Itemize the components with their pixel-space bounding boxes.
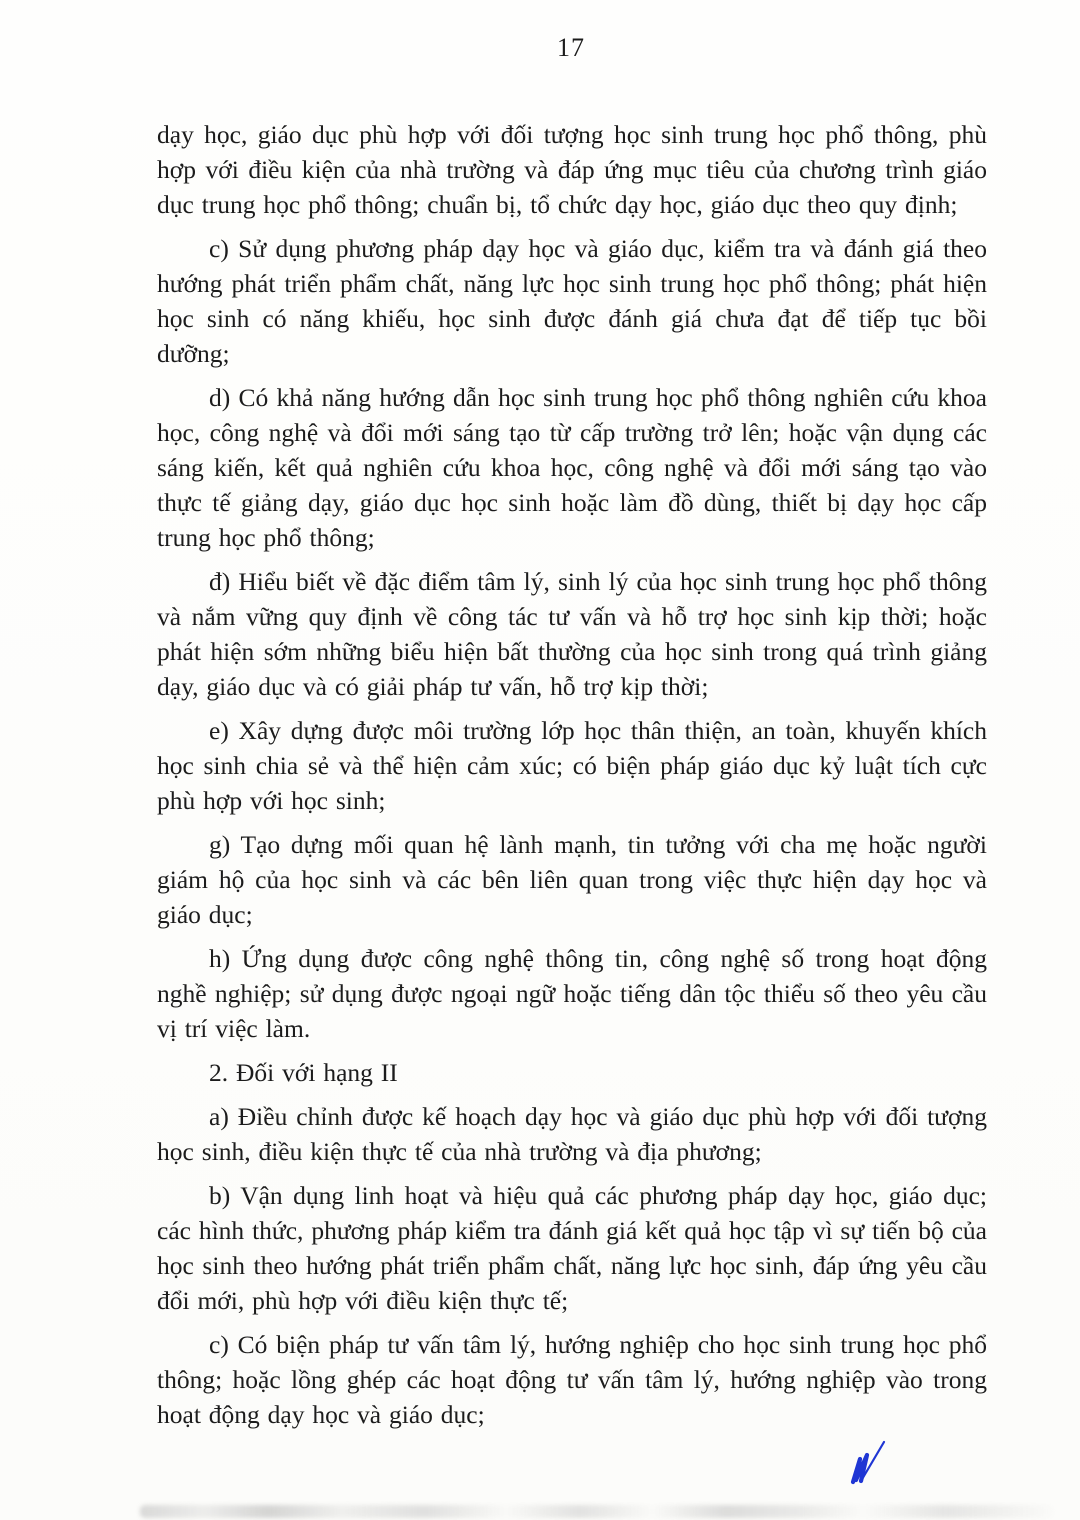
paragraph-item-c: c) Sử dụng phương pháp dạy học và giáo dục, kiểm tra và đánh giá theo hướng phát triển phẩm chất, năng lực học sinh trung học phổ thông; phát hiện học sinh có năng khiếu, học sinh được đánh giá chưa đạt để tiếp tục bồi dưỡng; [157, 234, 987, 368]
handwritten-initial-ink-mark [843, 1438, 895, 1494]
paragraph-item-2a: a) Điều chỉnh được kế hoạch dạy học và giáo dục phù hợp với đối tượng học sinh, điều kiện thực tế của nhà trường và địa phương; [157, 1102, 987, 1166]
paragraph-item-dd: đ) Hiểu biết về đặc điểm tâm lý, sinh lý của học sinh trung học phổ thông và nắm vững quy định về công tác tư vấn và hỗ trợ học sinh kịp thời; hoặc phát hiện sớm những biểu hiện bất thường của học sinh trong quá trình giảng dạy, giáo dục và có giải pháp tư vấn, hỗ trợ kịp thời; [157, 567, 987, 701]
paragraph-item-g: g) Tạo dựng mối quan hệ lành mạnh, tin tưởng với cha mẹ hoặc người giám hộ của học sinh và các bên liên quan trong việc thực hiện dạy học và giáo dục; [157, 830, 987, 929]
paragraph-item-2b: b) Vận dụng linh hoạt và hiệu quả các phương pháp dạy học, giáo dục; các hình thức, phương pháp kiểm tra đánh giá kết quả học tập vì sự tiến bộ của học sinh theo hướng phát triển phẩm chất, năng lực học sinh, đáp ứng yêu cầu đổi mới, phù hợp với điều kiện thực tế; [157, 1181, 987, 1315]
paragraph-continuation: dạy học, giáo dục phù hợp với đối tượng học sinh trung học phổ thông, phù hợp với điều kiện của nhà trường và đáp ứng mục tiêu của chương trình giáo dục trung học phổ thông; chuẩn bị, tổ chức dạy học, giáo dục theo quy định; [157, 120, 987, 219]
document-body [157, 117, 987, 1441]
paragraph-item-e: e) Xây dựng được môi trường lớp học thân thiện, an toàn, khuyến khích học sinh chia sẻ và thể hiện cảm xúc; có biện pháp giáo dục kỷ luật tích cực phù hợp với học sinh; [157, 716, 987, 815]
paragraph-item-2c: c) Có biện pháp tư vấn tâm lý, hướng nghiệp cho học sinh trung học phổ thông; hoặc lồng ghép các hoạt động tư vấn tâm lý, hướng nghiệp vào trong hoạt động dạy học và giáo dục; [157, 1330, 987, 1429]
paragraph-item-h: h) Ứng dụng được công nghệ thông tin, công nghệ số trong hoạt động nghề nghiệp; sử dụng được ngoại ngữ hoặc tiếng dân tộc thiểu số theo yêu cầu vị trí việc làm. [157, 944, 987, 1043]
section-2-heading: 2. Đối với hạng II [209, 1058, 398, 1087]
page-number: 17 [557, 33, 585, 62]
paragraph-item-d: d) Có khả năng hướng dẫn học sinh trung học phổ thông nghiên cứu khoa học, công nghệ và đổi mới sáng tạo từ cấp trường trở lên; hoặc vận dụng các sáng kiến, kết quả nghiên cứu khoa học, công nghệ và đổi mới sáng tạo vào thực tế giảng dạy, giáo dục học sinh hoặc làm đồ dùng, thiết bị dạy học cấp trung học phổ thông; [157, 383, 987, 552]
scan-artifact-strip [140, 1505, 1055, 1518]
